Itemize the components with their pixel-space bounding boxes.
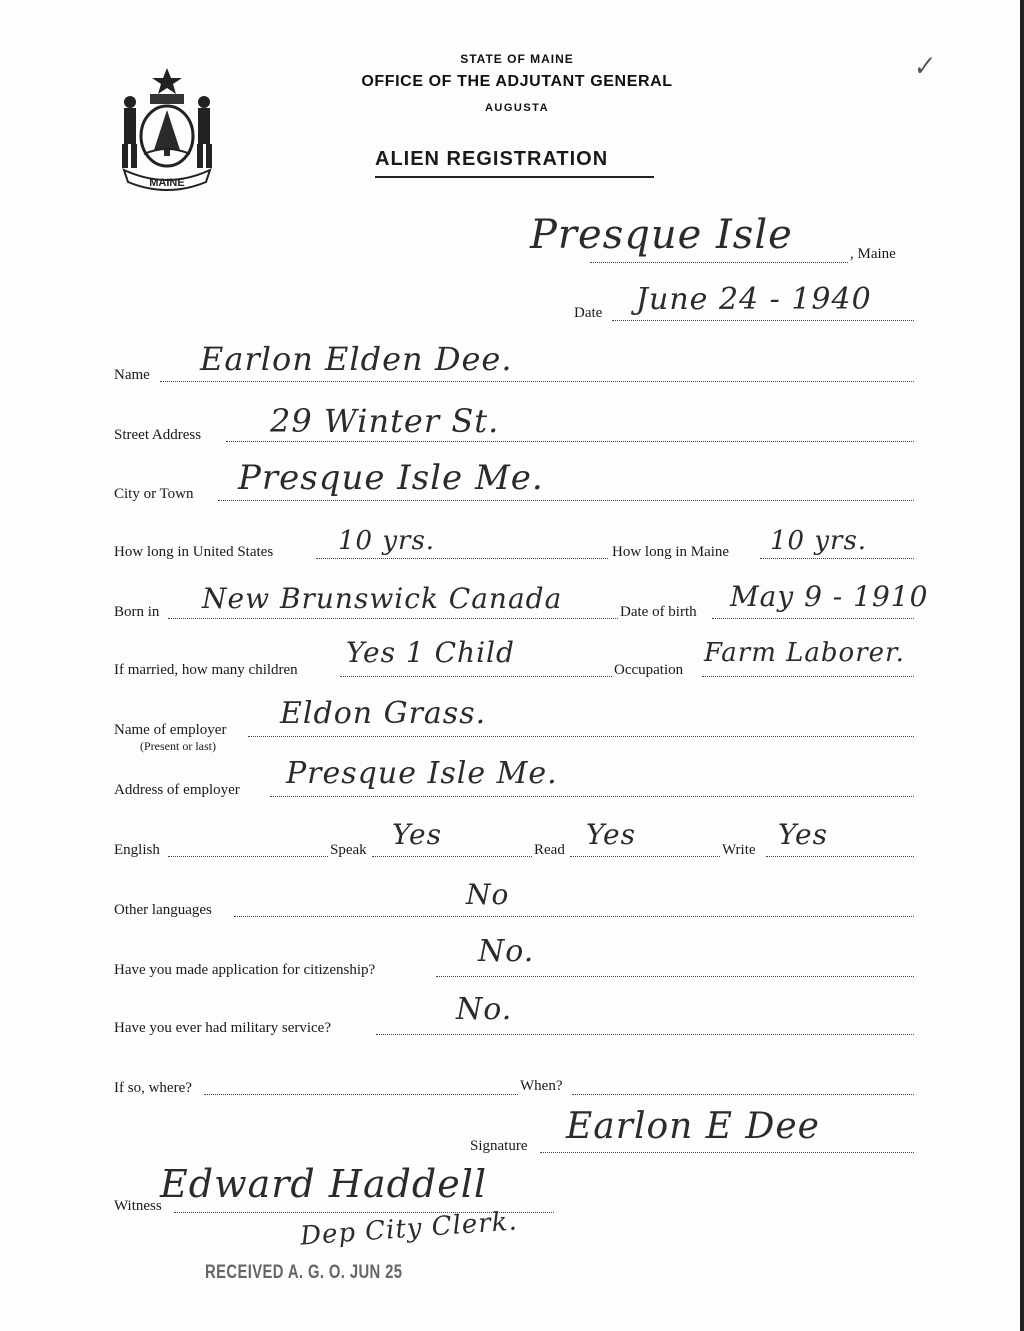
date-label: Date (574, 305, 603, 321)
city-value[interactable]: Presque Isle Me. (238, 458, 544, 498)
years-us-value[interactable]: 10 yrs. (338, 526, 436, 556)
street-label: Street Address (114, 427, 202, 443)
military-value[interactable]: No. (456, 992, 513, 1027)
city-label: City or Town (114, 486, 194, 502)
speak-line (372, 856, 532, 857)
years-us-label: How long in United States (114, 544, 274, 560)
date-line (612, 320, 914, 321)
employer-address-line (270, 796, 914, 797)
children-value[interactable]: Yes 1 Child (346, 636, 515, 669)
signature-value[interactable]: Earlon E Dee (566, 1106, 820, 1147)
where-line (204, 1094, 518, 1095)
born-in-value[interactable]: New Brunswick Canada (202, 582, 563, 615)
employer-value[interactable]: Eldon Grass. (280, 696, 487, 731)
children-label: If married, how many children (114, 662, 298, 678)
employer-line (248, 736, 914, 737)
date-of-birth-line (712, 618, 914, 619)
occupation-line (702, 676, 914, 677)
years-maine-value[interactable]: 10 yrs. (770, 526, 868, 556)
other-languages-value[interactable]: No (466, 878, 510, 911)
street-line (226, 441, 914, 442)
received-stamp: RECEIVED A. G. O. JUN 25 (205, 1262, 403, 1283)
form-title: ALIEN REGISTRATION (375, 148, 609, 170)
military-label: Have you ever had military service? (114, 1020, 331, 1036)
read-value[interactable]: Yes (586, 818, 636, 851)
employer-label: Name of employer (114, 722, 227, 738)
speak-label: Speak (330, 842, 367, 858)
place-value[interactable]: Presque Isle (530, 212, 793, 258)
place-suffix: , Maine (850, 246, 896, 262)
header-city: AUGUSTA (484, 102, 550, 114)
occupation-value[interactable]: Farm Laborer. (704, 638, 905, 668)
born-in-line (168, 618, 618, 619)
military-line (376, 1034, 914, 1035)
date-value[interactable]: June 24 - 1940 (636, 282, 872, 317)
other-languages-label: Other languages (114, 902, 212, 918)
years-us-line (316, 558, 608, 559)
city-line (218, 500, 914, 501)
read-label: Read (534, 842, 565, 858)
speak-value[interactable]: Yes (392, 818, 442, 851)
witness-label: Witness (114, 1198, 162, 1214)
occupation-label: Occupation (614, 662, 684, 678)
name-label: Name (114, 367, 150, 383)
witness-title: Dep City Clerk. (299, 1206, 519, 1252)
children-line (340, 676, 612, 677)
employer-address-label: Address of employer (114, 782, 240, 798)
where-label: If so, where? (114, 1080, 192, 1096)
years-maine-line (760, 558, 914, 559)
years-maine-label: How long in Maine (612, 544, 730, 560)
title-underline (375, 176, 654, 178)
citizenship-line (436, 976, 914, 977)
read-line (570, 856, 720, 857)
other-languages-line (234, 916, 914, 917)
when-line (572, 1094, 914, 1095)
check-mark-icon: ✓ (910, 50, 936, 84)
write-line (766, 856, 914, 857)
header-state: STATE OF MAINE (460, 52, 574, 66)
street-value[interactable]: 29 Winter St. (270, 402, 500, 440)
header-office: OFFICE OF THE ADJUTANT GENERAL (361, 73, 673, 90)
write-value[interactable]: Yes (778, 818, 828, 851)
employer-sublabel: (Present or last) (140, 739, 216, 753)
english-line (168, 856, 328, 857)
name-line (160, 381, 914, 382)
signature-line (540, 1152, 914, 1153)
svg-text:MAINE: MAINE (149, 177, 185, 189)
witness-value[interactable]: Edward Haddell (160, 1162, 488, 1206)
english-label: English (114, 842, 160, 858)
scan-edge (1020, 0, 1024, 1331)
name-value[interactable]: Earlon Elden Dee. (200, 340, 513, 378)
citizenship-value[interactable]: No. (478, 934, 535, 969)
when-label: When? (520, 1078, 563, 1094)
signature-label: Signature (470, 1138, 528, 1154)
date-of-birth-value[interactable]: May 9 - 1910 (730, 580, 929, 613)
citizenship-label: Have you made application for citizenship? (114, 962, 376, 978)
born-in-label: Born in (114, 604, 160, 620)
place-line (590, 262, 848, 263)
employer-address-value[interactable]: Presque Isle Me. (286, 756, 558, 791)
write-label: Write (722, 842, 756, 858)
date-of-birth-label: Date of birth (620, 604, 697, 620)
